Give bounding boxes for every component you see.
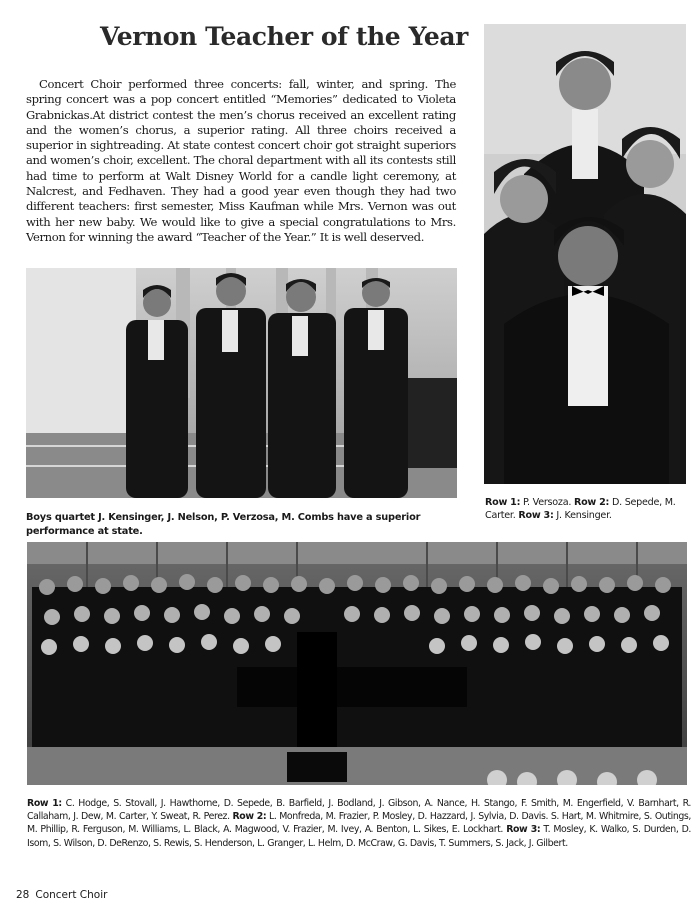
row-names: T. Mosley, K. Walko, S. Durden, D. Isom, S. Wilson, D. DeRenzo, S. Rewis, S. Henderson, L. Granger, L. Helm, D. McCraw, G. Davis, T. Summers, S. Jack, J. Gilbert.	[27, 824, 691, 849]
row-names: P. Versoza.	[520, 497, 574, 508]
concert-choir-photo	[27, 542, 687, 785]
row-names: D. Sepede, M. Carter.	[485, 497, 676, 522]
quartet-caption: Boys quartet J. Kensinger, J. Nelson, P. Verzosa, M. Combs have a superior performance at state.	[26, 512, 421, 537]
row-names: J. Kensinger.	[553, 510, 612, 522]
page-footer	[16, 889, 107, 901]
row-label: Row 3:	[506, 824, 541, 836]
row-label: Row 2:	[232, 811, 267, 823]
page-number: 28	[16, 889, 30, 901]
row-label: Row 2:	[573, 497, 610, 508]
page-title: Vernon Teacher of the Year	[100, 22, 468, 51]
row-label: Row 1:	[485, 497, 521, 508]
award-trio-photo	[484, 24, 686, 484]
article-body: Concert Choir performed three concerts: fall, winter, and spring. The spring concert was a pop concert entitled “Memories” dedicated to Violeta Grabnickas.At district contest the men’s chorus received an excellent rating and the women’s chorus, a superior rating. All three choirs received a superior in sightreading. At state contest concert choir got straight superiors and women’s choir, excellent. The choral department with all its contests still had time to perform at Walt Disney World for a candle light ceremony, at Nalcrest, and Fedhaven. They had a good year even though they had two different teachers: first semester, Miss Kaufman while Mrs. Vernon was out with her new baby. We would like to give a special congratulations to Mrs. Vernon for winning the award “Teacher of the Year.” It is well deserved.	[26, 77, 456, 244]
row-names: C. Hodge, S. Stovall, J. Hawthorne, D. Sepede, B. Barfield, J. Bodland, J. Gibson, A. Nance, H. Stango, F. Smith, M. Engerfield, V. Barnhart, R. Callaham, J. Dew, M. Carter, Y. Sweat, R. Perez.	[27, 798, 691, 823]
trio-caption	[485, 496, 693, 523]
choir-caption	[27, 797, 691, 850]
row-label: Row 3:	[518, 510, 554, 522]
section-name: Concert Choir	[35, 889, 108, 901]
boys-quartet-photo	[26, 268, 457, 498]
row-names: L. Monfreda, M. Frazier, P. Mosley, D. Hazzard, J. Sylvia, D. Davis. S. Hart, M. Whitmire, S. Outings, M. Phillip, R. Ferguson, M. Williams, L. Black, A. Magwood, V. Frazier, M. Ivey, A. Benton, L. Sikes, E. Lockhart.	[27, 811, 691, 836]
row-label: Row 1:	[27, 798, 62, 809]
